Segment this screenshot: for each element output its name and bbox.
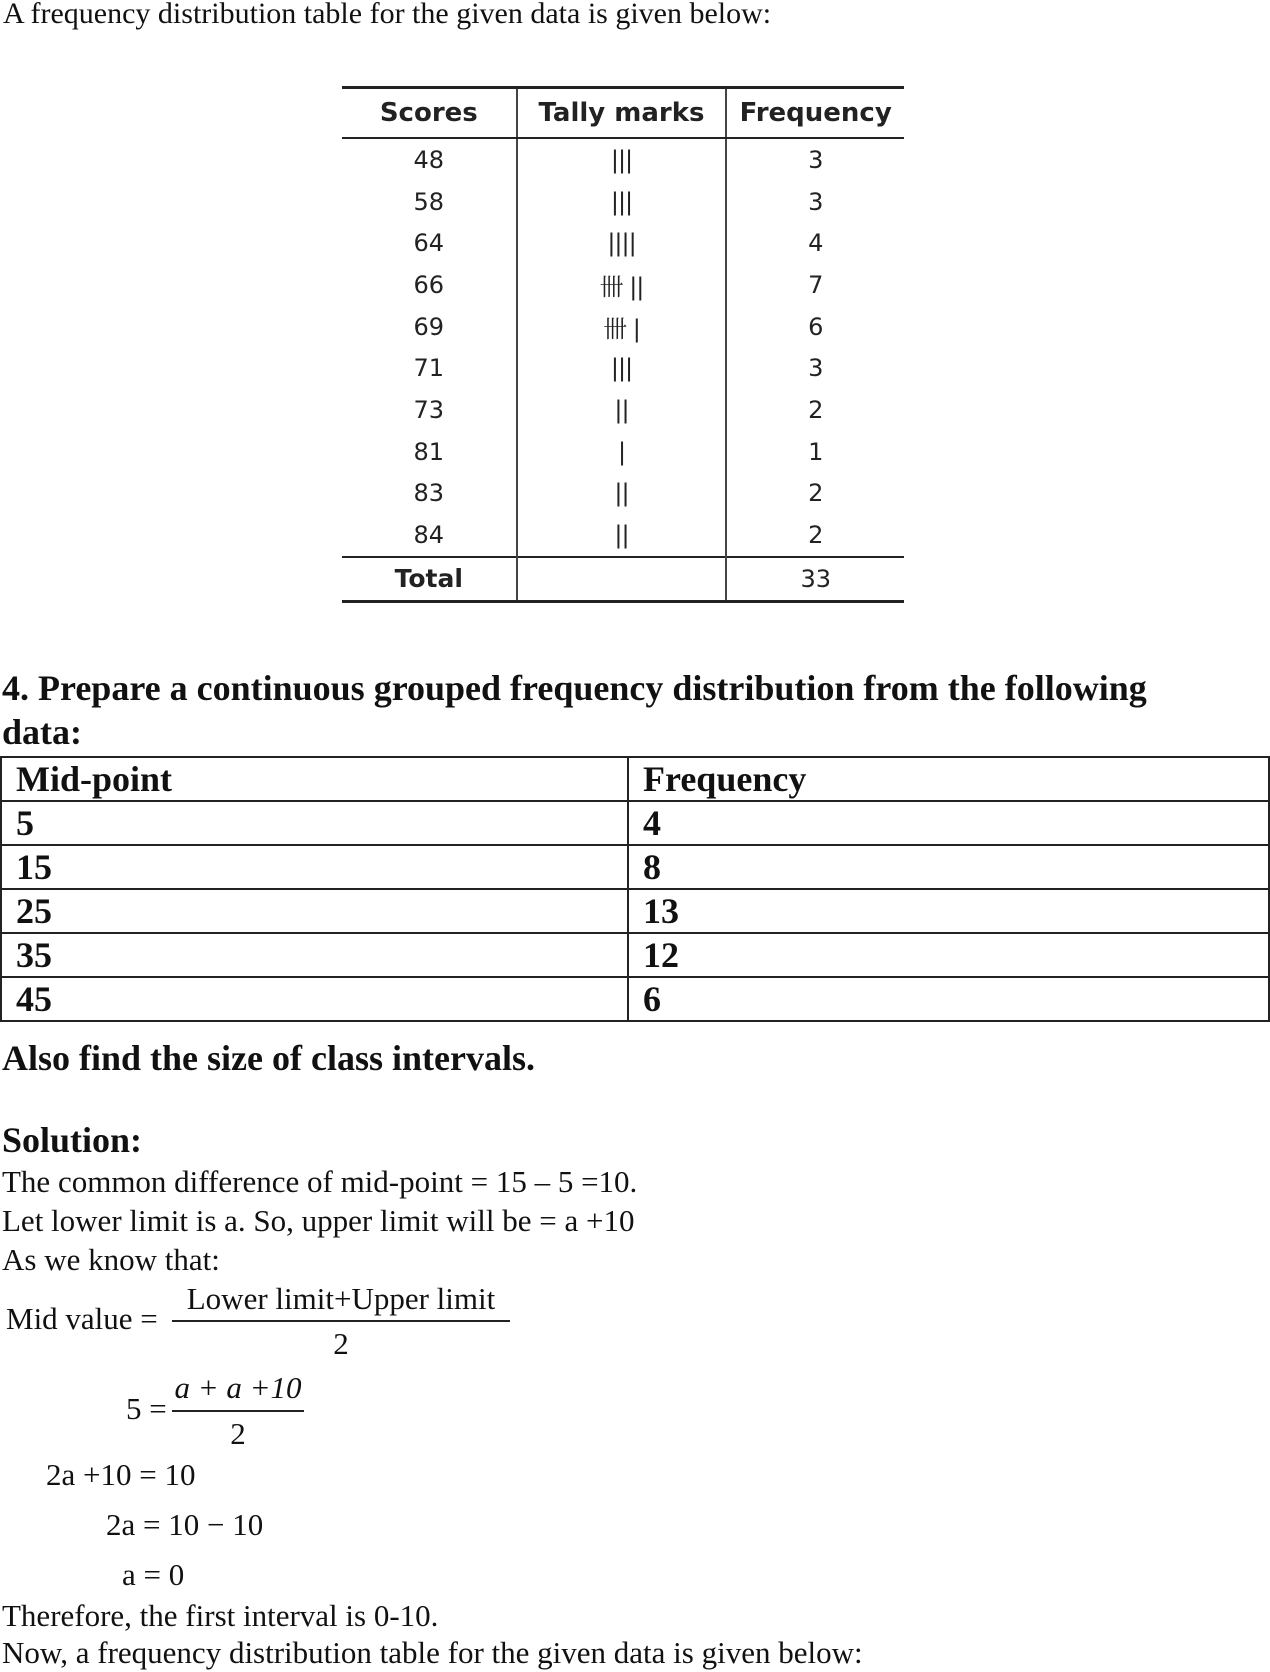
header-frequency: Frequency (726, 88, 904, 139)
frequency-cell: 8 (628, 845, 1269, 889)
tally-cell: || (517, 473, 727, 515)
frequency-cell: 4 (628, 801, 1269, 845)
tally-cell: ||| (517, 181, 727, 223)
frequency-cell: 12 (628, 933, 1269, 977)
table-row (342, 347, 904, 389)
total-label: Total (342, 557, 517, 602)
equation-1-fraction-bar (172, 1410, 304, 1412)
table-row (342, 181, 904, 223)
header-scores: Scores (342, 88, 517, 139)
frequency-cell: 2 (808, 479, 824, 508)
score-cell: 66 (342, 264, 517, 306)
frequency-cell: 7 (808, 270, 824, 299)
formula-numerator: Lower limit+Upper limit (186, 1281, 496, 1316)
table-row (342, 222, 904, 264)
midpoint-frequency-table (0, 756, 1270, 1022)
score-cell: 48 (342, 138, 517, 181)
header-mid-point: Mid-point (1, 757, 628, 801)
solution-line-5: Now, a frequency distribution table for the given data is given below: (2, 1635, 863, 1670)
tally-cell: || (517, 389, 727, 431)
table-row (1, 977, 1269, 1021)
equation-3: 2a = 10 − 10 (106, 1507, 264, 1542)
table-row (342, 264, 904, 306)
equation-2: 2a +10 = 10 (46, 1457, 196, 1492)
score-cell: 83 (342, 473, 517, 515)
frequency-cell: 3 (808, 145, 824, 174)
formula-fraction-bar (172, 1320, 510, 1322)
mid-point-cell: 15 (1, 845, 628, 889)
equation-4: a = 0 (122, 1557, 185, 1592)
total-value: 33 (726, 557, 904, 602)
tally-cell: | (517, 431, 727, 473)
tally-cell: || (517, 514, 727, 557)
table-row (342, 389, 904, 431)
frequency-cell: 4 (808, 229, 824, 258)
mid-point-cell: 45 (1, 977, 628, 1021)
frequency-cell: 2 (808, 521, 824, 550)
score-cell: 64 (342, 222, 517, 264)
table-row (342, 514, 904, 557)
score-cell: 81 (342, 431, 517, 473)
table-row (1, 845, 1269, 889)
formula-lhs: Mid value = (6, 1301, 158, 1336)
table-header-row (342, 88, 904, 139)
header-frequency: Frequency (628, 757, 1269, 801)
intro-text: A frequency distribution table for the given data is given below: (3, 0, 772, 30)
table-row (1, 801, 1269, 845)
table-row (342, 306, 904, 348)
tally-cell: |||| (517, 222, 727, 264)
table-header-row (1, 757, 1269, 801)
table-row (342, 473, 904, 515)
question-line-1: 4. Prepare a continuous grouped frequency distribution from the following (2, 668, 1147, 708)
table-row (342, 431, 904, 473)
score-cell: 69 (342, 306, 517, 348)
frequency-cell: 6 (808, 312, 824, 341)
solution-line-1: The common difference of mid-point = 15 – 5 =10. (2, 1164, 638, 1199)
frequency-cell: 3 (808, 187, 824, 216)
solution-line-2: Let lower limit is a. So, upper limit will be = a +10 (2, 1203, 635, 1238)
tally-cell: 卌 || (517, 264, 727, 306)
total-row (342, 557, 904, 602)
score-cell: 58 (342, 181, 517, 223)
equation-1-lhs: 5 = (126, 1391, 167, 1426)
table-row (1, 933, 1269, 977)
solution-line-4: Therefore, the first interval is 0-10. (2, 1598, 439, 1633)
total-tally-cell (517, 557, 727, 602)
frequency-cell: 1 (808, 437, 824, 466)
also-find-text: Also find the size of class intervals. (2, 1038, 535, 1078)
frequency-cell: 2 (808, 395, 824, 424)
mid-point-cell: 35 (1, 933, 628, 977)
tally-cell: ||| (517, 347, 727, 389)
question-line-2: data: (2, 712, 82, 752)
table-row (342, 138, 904, 181)
mid-point-cell: 5 (1, 801, 628, 845)
frequency-cell: 3 (808, 354, 824, 383)
frequency-cell: 6 (628, 977, 1269, 1021)
score-cell: 84 (342, 514, 517, 557)
score-cell: 71 (342, 347, 517, 389)
equation-1-numerator: a + a +10 (174, 1370, 302, 1405)
table-row (1, 889, 1269, 933)
tally-cell: ||| (517, 138, 727, 181)
solution-line-3: As we know that: (2, 1242, 220, 1277)
formula-denominator: 2 (333, 1326, 349, 1361)
tally-cell: 卌 | (517, 306, 727, 348)
equation-1-denominator: 2 (230, 1416, 246, 1451)
header-tally-marks: Tally marks (517, 88, 727, 139)
frequency-cell: 13 (628, 889, 1269, 933)
score-cell: 73 (342, 389, 517, 431)
mid-point-cell: 25 (1, 889, 628, 933)
tally-frequency-table (342, 86, 904, 603)
solution-heading: Solution: (2, 1120, 143, 1160)
